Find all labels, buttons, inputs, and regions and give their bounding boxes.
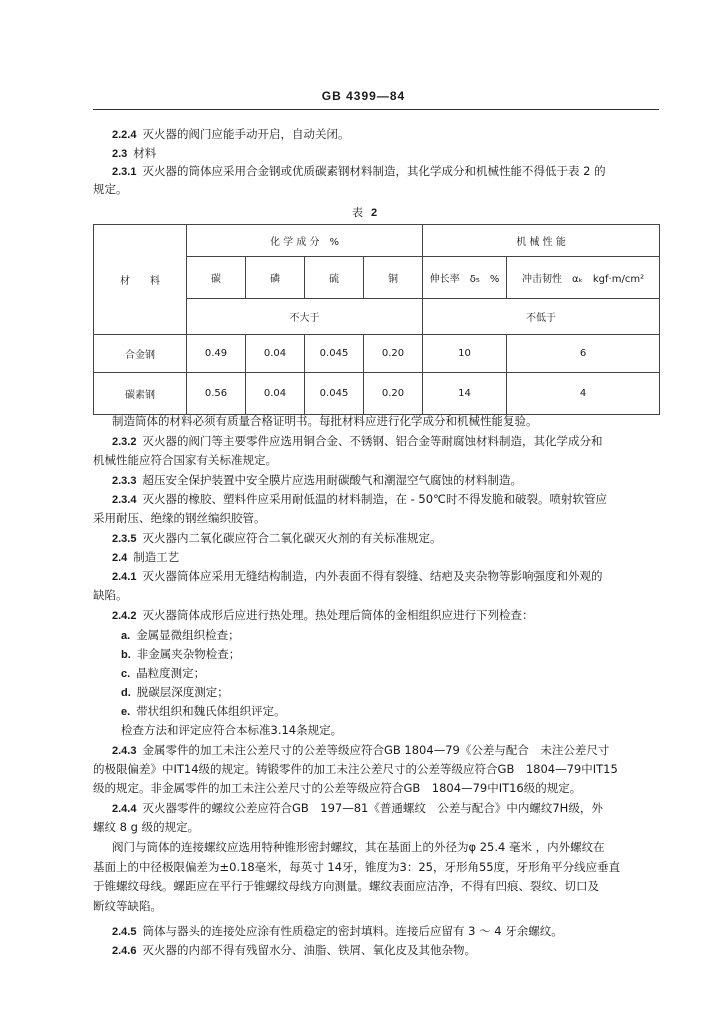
clause-text: 金属零件的加工未注公差尺寸的公差等级应符合GB 1804—79《公差与配合 未注公差尺寸: [142, 743, 610, 757]
cell-carbon: 0.56: [187, 373, 246, 415]
list-marker: b.: [121, 649, 131, 661]
clause-line: [93, 510, 266, 526]
list-marker: c.: [121, 668, 131, 680]
paragraph-line: [93, 898, 162, 914]
table-caption-number: 2: [370, 207, 378, 219]
material-properties-table: [93, 224, 660, 415]
clause-text: 基面上的中径极限偏差为±0.18毫米，每英寸 14牙，锥度为3：25，牙形角55度，牙形角平分线应垂直: [93, 860, 621, 874]
row-material: 合金钢: [94, 335, 187, 373]
clause-number: 2.4.1: [112, 571, 137, 583]
section-heading: [112, 145, 156, 162]
list-text: 非金属夹杂物检查；: [136, 647, 241, 661]
cell-carbon: 0.49: [187, 335, 246, 373]
cell-elongation: 10: [423, 335, 507, 373]
document-header: GB 4399—84: [321, 89, 406, 103]
mech-col-impact: 冲击韧性 αₖ kgf·m/cm²: [507, 257, 660, 299]
cell-phosphorus: 0.04: [246, 373, 305, 415]
chem-col-carbon: 碳: [187, 257, 246, 299]
clause-text: 灭火器的橡胶、塑料件应采用耐低温的材料制造，在 - 50℃时不得发脆和破裂。喷射软管应: [142, 492, 607, 506]
table-caption-label: 表: [351, 206, 363, 219]
clause-line: [93, 819, 199, 835]
clause-text: 灭火器的内部不得有残留水分、油脂、铁屑、氧化皮及其他杂物。: [142, 943, 476, 957]
mech-limit: 不低于: [423, 299, 660, 335]
clause-text: 灭火器的阀门应能手动开启，自动关闭。: [142, 127, 350, 141]
clause-line: [112, 163, 606, 180]
cell-copper: 0.20: [364, 373, 423, 415]
table-caption: [0, 204, 727, 220]
clause-text: 缺陷。: [93, 588, 128, 602]
list-item: [121, 684, 229, 701]
chem-limit: 不大于: [187, 299, 423, 335]
list-marker: a.: [121, 630, 131, 642]
list-text: 脱碳层深度测定；: [136, 685, 229, 699]
clause-number: 2.3.3: [112, 475, 137, 487]
cell-sulfur: 0.045: [305, 373, 364, 415]
clause-text: 灭火器内二氧化碳应符合二氧化碳灭火剂的有关标准规定。: [142, 531, 442, 545]
clause-line: [112, 433, 602, 450]
list-text: 金属显微组织检查；: [136, 628, 240, 642]
clause-line: [93, 181, 128, 197]
section-heading: [112, 549, 179, 566]
list-item: [121, 703, 286, 720]
clause-text: 制造筒体的材料必须有质量合格证明书。每批材料应进行化学成分和机械性能复验。: [112, 414, 538, 428]
list-item: [121, 665, 205, 682]
chem-group-header: 化 学 成 分 %: [187, 225, 423, 257]
clause-number: 2.4.2: [112, 610, 137, 622]
clause-text: 螺纹 8 g 级的规定。: [93, 820, 200, 834]
table-row: [94, 373, 660, 415]
clause-text: 机械性能应符合国家有关标准规定。: [93, 453, 277, 467]
clause-number: 2.4.5: [112, 926, 137, 938]
clause-line: [112, 742, 609, 759]
list-marker: d.: [121, 687, 131, 699]
clause-text: 筒体与器头的连接处应涂有性质稳定的密封填料。连接后应留有 3 ～ 4 牙余螺纹。: [142, 924, 563, 938]
paragraph-line: [93, 859, 620, 875]
paragraph-line: [112, 413, 538, 429]
clause-line: [112, 126, 349, 143]
cell-impact: 6: [507, 335, 660, 373]
paragraph-line: [121, 722, 342, 738]
clause-text: 断纹等缺陷。: [93, 899, 162, 913]
material-header: 材 料: [94, 225, 187, 335]
clause-line: [112, 942, 476, 959]
chem-col-copper: 铜: [364, 257, 423, 299]
clause-number: 2.4.6: [112, 945, 137, 957]
list-text: 带状组织和魏氏体组织评定。: [136, 704, 286, 718]
clause-text: 灭火器的筒体应采用合金钢或优质碳素钢材料制造，其化学成分和机械性能不得低于表 2 的: [142, 164, 606, 178]
clause-line: [112, 530, 441, 547]
clause-number: 2.3.1: [112, 166, 137, 178]
clause-number: 2.3.5: [112, 533, 137, 545]
section-title: 制造工艺: [133, 550, 180, 564]
clause-number: 2.3.2: [112, 436, 137, 448]
list-text: 晶粒度测定；: [136, 666, 206, 680]
clause-number: 2.4.3: [112, 745, 137, 757]
mech-group-header: 机 械 性 能: [423, 225, 660, 257]
clause-number: 2.2.4: [112, 129, 137, 141]
section-title: 材料: [133, 146, 157, 160]
cell-phosphorus: 0.04: [246, 335, 305, 373]
row-material: 碳素钢: [94, 373, 187, 415]
cell-elongation: 14: [423, 373, 507, 415]
clause-text: 灭火器筒体应采用无缝结构制造，内外表面不得有裂缝、结疤及夹杂物等影响强度和外观的: [142, 569, 603, 583]
mech-col-elongation: 伸长率 δ₅ %: [423, 257, 507, 299]
list-item: [121, 627, 240, 644]
paragraph-line: [93, 878, 599, 894]
table-row: [94, 335, 660, 373]
clause-line: [93, 587, 128, 603]
clause-text: 灭火器的阀门等主要零件应选用铜合金、不锈钢、铝合金等耐腐蚀材料制造，其化学成分和: [142, 434, 603, 448]
chem-col-sulfur: 硫: [305, 257, 364, 299]
clause-number: 2.4: [112, 552, 128, 564]
clause-number: 2.3: [112, 148, 128, 160]
cell-copper: 0.20: [364, 335, 423, 373]
clause-text: 灭火器筒体成形后应进行热处理。热处理后筒体的金相组织应进行下列检查：: [142, 608, 534, 622]
clause-line: [112, 568, 602, 585]
clause-line: [112, 800, 603, 817]
cell-impact: 4: [507, 373, 660, 415]
clause-text: 于锥螺纹母线。螺距应在平行于锥螺纹母线方向测量。螺纹表面应洁净，不得有凹痕、裂纹、切口及: [93, 879, 599, 893]
paragraph-line: [112, 839, 605, 855]
clause-line: [112, 491, 607, 508]
clause-text: 阀门与筒体的连接螺纹应选用特种锥形密封螺纹，其在基面上的外径为φ 25.4 毫米 ，内外螺纹在: [112, 840, 605, 854]
clause-line: [93, 761, 618, 777]
clause-line: [93, 452, 277, 468]
clause-text: 的极限偏差》中IT14级的规定。铸锻零件的加工未注公差尺寸的公差等级应符合GB 1804—79中IT15: [93, 762, 618, 776]
list-item: [121, 646, 240, 663]
chem-col-phosphorus: 磷: [246, 257, 305, 299]
clause-number: 2.3.4: [112, 494, 137, 506]
clause-text: 灭火器零件的螺纹公差应符合GB 197—81《普通螺纹 公差与配合》中内螺纹7H级，外: [142, 801, 603, 815]
cell-sulfur: 0.045: [305, 335, 364, 373]
clause-number: 2.4.4: [112, 803, 137, 815]
clause-line: [112, 607, 533, 624]
clause-line: [112, 472, 522, 489]
clause-text: 规定。: [93, 182, 128, 196]
clause-text: 级的规定。非金属零件的加工未注公差尺寸的公差等级应符合GB 1804—79中IT16级的规定。: [93, 781, 582, 795]
clause-text: 超压安全保护装置中安全膜片应选用耐碳酸气和潮湿空气腐蚀的材料制造。: [142, 473, 522, 487]
clause-text: 采用耐压、绝缘的钢丝编织胶管。: [93, 511, 266, 525]
header-rule: [93, 109, 659, 110]
clause-line: [93, 780, 581, 796]
clause-text: 检查方法和评定应符合本标准3.14条规定。: [121, 723, 343, 737]
clause-line: [112, 923, 563, 940]
list-marker: e.: [121, 706, 131, 718]
